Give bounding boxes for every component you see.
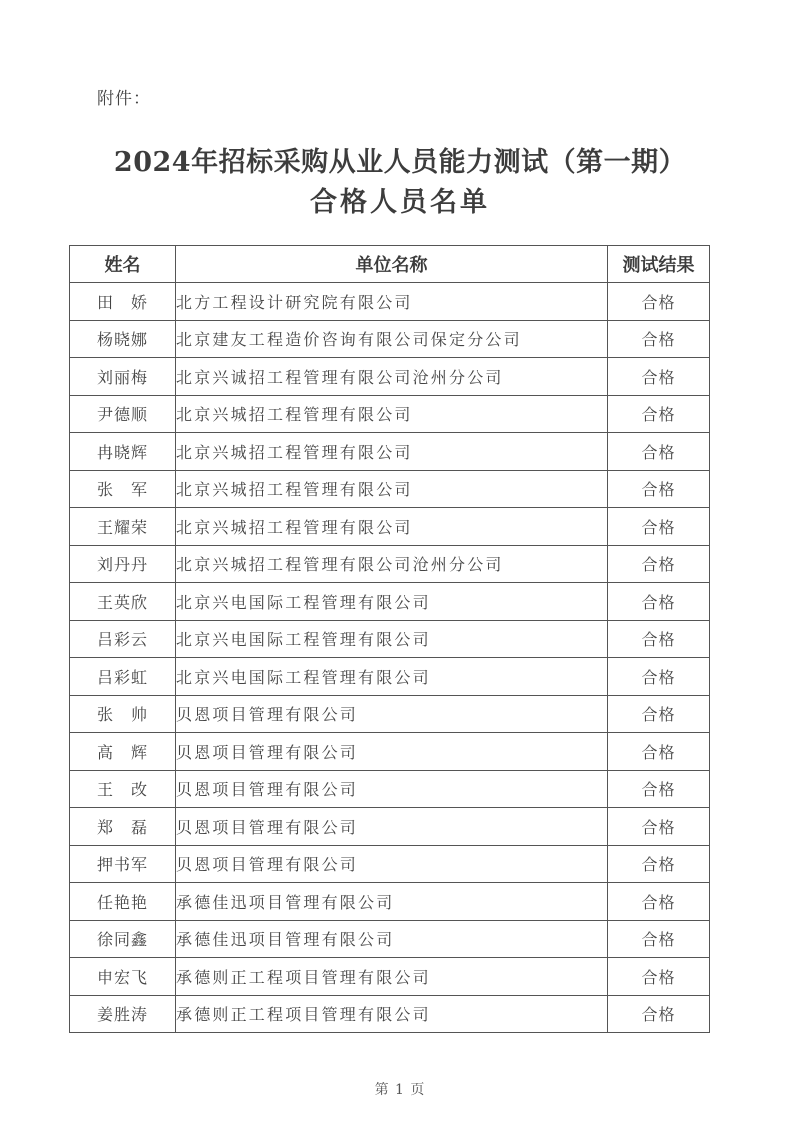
table-row xyxy=(70,545,710,583)
cell-result: 合格 xyxy=(608,470,710,508)
cell-name: 徐同鑫 xyxy=(70,920,176,958)
table-row xyxy=(70,883,710,921)
cell-result: 合格 xyxy=(608,395,710,433)
cell-result: 合格 xyxy=(608,508,710,546)
cell-name: 张 军 xyxy=(70,470,176,508)
cell-result: 合格 xyxy=(608,958,710,996)
cell-unit: 承德佳迅项目管理有限公司 xyxy=(176,920,608,958)
cell-name: 刘丹丹 xyxy=(70,545,176,583)
table-row xyxy=(70,283,710,321)
cell-result: 合格 xyxy=(608,770,710,808)
cell-unit: 承德佳迅项目管理有限公司 xyxy=(176,883,608,921)
cell-name: 冉晓辉 xyxy=(70,433,176,471)
cell-result: 合格 xyxy=(608,583,710,621)
table-row xyxy=(70,770,710,808)
table-row xyxy=(70,845,710,883)
cell-name: 押书军 xyxy=(70,845,176,883)
cell-unit: 承德则正工程项目管理有限公司 xyxy=(176,958,608,996)
table-row xyxy=(70,358,710,396)
cell-result: 合格 xyxy=(608,283,710,321)
table-row xyxy=(70,470,710,508)
cell-unit: 北京兴城招工程管理有限公司沧州分公司 xyxy=(176,545,608,583)
cell-result: 合格 xyxy=(608,845,710,883)
header-unit: 单位名称 xyxy=(176,246,608,283)
page-number: 第 1 页 xyxy=(374,1082,426,1098)
cell-result: 合格 xyxy=(608,320,710,358)
table-row xyxy=(70,733,710,771)
attachment-label: 附件： xyxy=(97,89,151,109)
cell-result: 合格 xyxy=(608,883,710,921)
table-body xyxy=(70,283,710,1033)
cell-unit: 北京兴诚招工程管理有限公司沧州分公司 xyxy=(176,358,608,396)
table-row xyxy=(70,920,710,958)
cell-name: 吕彩云 xyxy=(70,620,176,658)
cell-name: 吕彩虹 xyxy=(70,658,176,696)
cell-unit: 北京建友工程造价咨询有限公司保定分公司 xyxy=(176,320,608,358)
cell-unit: 贝恩项目管理有限公司 xyxy=(176,845,608,883)
document-subtitle: 合格人员名单 xyxy=(310,187,490,218)
cell-unit: 北京兴城招工程管理有限公司 xyxy=(176,433,608,471)
cell-unit: 北方工程设计研究院有限公司 xyxy=(176,283,608,321)
cell-unit: 北京兴城招工程管理有限公司 xyxy=(176,470,608,508)
header-name: 姓名 xyxy=(70,246,176,283)
cell-name: 王英欣 xyxy=(70,583,176,621)
table-row xyxy=(70,958,710,996)
cell-unit: 北京兴电国际工程管理有限公司 xyxy=(176,620,608,658)
table-row xyxy=(70,620,710,658)
table-row xyxy=(70,695,710,733)
cell-result: 合格 xyxy=(608,695,710,733)
cell-unit: 承德则正工程项目管理有限公司 xyxy=(176,995,608,1033)
table-row xyxy=(70,995,710,1033)
cell-name: 张 帅 xyxy=(70,695,176,733)
cell-result: 合格 xyxy=(608,920,710,958)
cell-name: 郑 磊 xyxy=(70,808,176,846)
cell-result: 合格 xyxy=(608,620,710,658)
table-header-row xyxy=(70,246,710,283)
cell-unit: 北京兴城招工程管理有限公司 xyxy=(176,395,608,433)
cell-name: 高 辉 xyxy=(70,733,176,771)
table-row xyxy=(70,395,710,433)
cell-result: 合格 xyxy=(608,658,710,696)
table-row xyxy=(70,583,710,621)
cell-name: 尹德顺 xyxy=(70,395,176,433)
table-row xyxy=(70,808,710,846)
cell-unit: 北京兴电国际工程管理有限公司 xyxy=(176,658,608,696)
cell-result: 合格 xyxy=(608,995,710,1033)
table-row xyxy=(70,433,710,471)
cell-name: 王 改 xyxy=(70,770,176,808)
cell-name: 姜胜涛 xyxy=(70,995,176,1033)
cell-unit: 北京兴电国际工程管理有限公司 xyxy=(176,583,608,621)
cell-name: 申宏飞 xyxy=(70,958,176,996)
cell-result: 合格 xyxy=(608,808,710,846)
header-result: 测试结果 xyxy=(608,246,710,283)
cell-name: 王耀荣 xyxy=(70,508,176,546)
document-title: 2024年招标采购从业人员能力测试（第一期） xyxy=(113,147,687,178)
cell-result: 合格 xyxy=(608,433,710,471)
cell-name: 刘丽梅 xyxy=(70,358,176,396)
qualified-personnel-table xyxy=(69,245,710,1033)
cell-unit: 北京兴城招工程管理有限公司 xyxy=(176,508,608,546)
cell-name: 任艳艳 xyxy=(70,883,176,921)
cell-unit: 贝恩项目管理有限公司 xyxy=(176,733,608,771)
cell-name: 杨晓娜 xyxy=(70,320,176,358)
table-row xyxy=(70,508,710,546)
cell-result: 合格 xyxy=(608,358,710,396)
cell-unit: 贝恩项目管理有限公司 xyxy=(176,770,608,808)
cell-result: 合格 xyxy=(608,545,710,583)
cell-name: 田 娇 xyxy=(70,283,176,321)
cell-unit: 贝恩项目管理有限公司 xyxy=(176,808,608,846)
cell-unit: 贝恩项目管理有限公司 xyxy=(176,695,608,733)
table-row xyxy=(70,320,710,358)
table-row xyxy=(70,658,710,696)
cell-result: 合格 xyxy=(608,733,710,771)
